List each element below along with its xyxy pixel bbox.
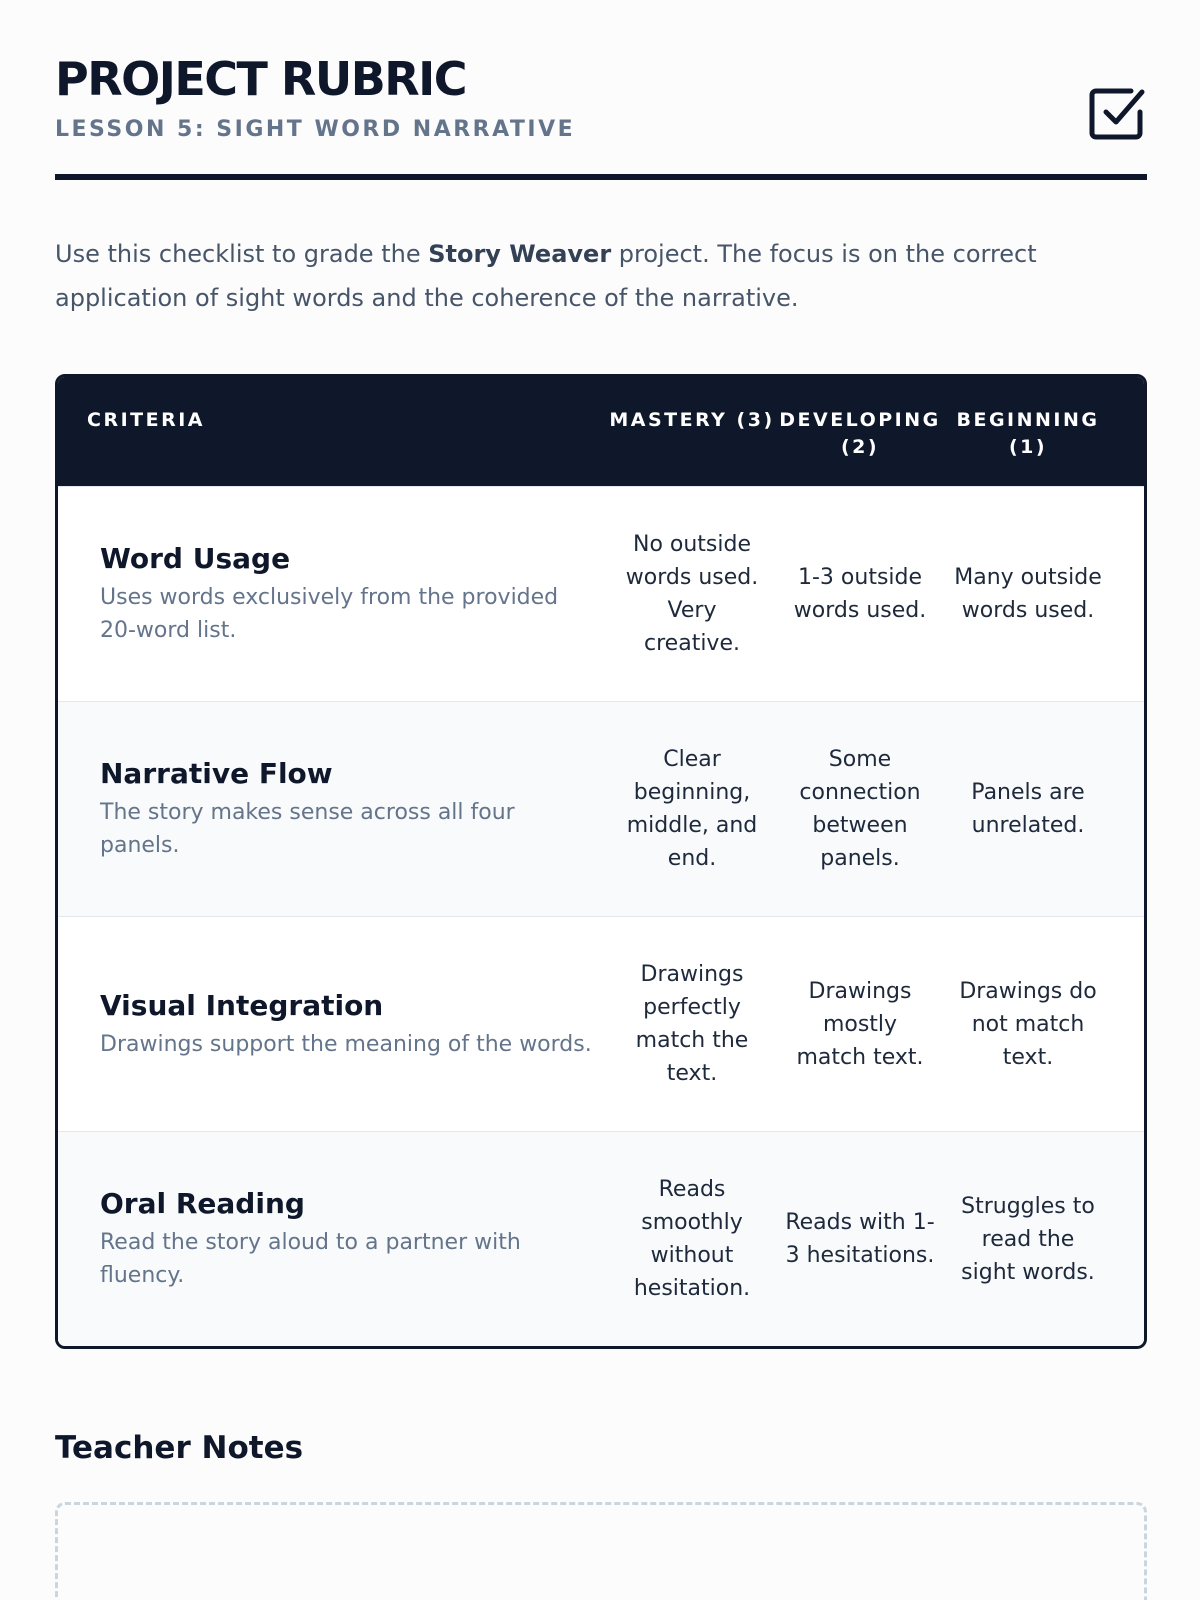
mastery-cell: Clear beginning, middle, and end. — [626, 747, 758, 871]
criterion-name: Visual Integration — [100, 988, 384, 1022]
rubric-row — [58, 1131, 1144, 1346]
checkbox-icon — [1087, 84, 1147, 144]
page-header — [55, 0, 1147, 180]
criterion-description: Uses words exclusively from the provided 20-word list. — [100, 585, 559, 643]
criterion — [100, 1132, 600, 1346]
criterion-description: The story makes sense across all four panels. — [100, 800, 515, 858]
rubric-table — [55, 374, 1147, 1349]
intro-text-end: project. The focus is on the correct application of sight words and the coherence of the narrative. — [55, 240, 1037, 312]
mastery-cell: Drawings perfectly match the text. — [635, 962, 749, 1086]
rubric-row — [58, 916, 1144, 1131]
criterion-name: Word Usage — [100, 542, 291, 575]
rubric-row — [58, 701, 1144, 916]
developing-cell: Reads with 1-3 hesitations. — [785, 1210, 935, 1268]
criterion-description: Drawings support the meaning of the words. — [100, 1031, 592, 1057]
intro-text — [55, 232, 1147, 320]
criterion-name: Oral Reading — [100, 1187, 305, 1220]
criterion — [100, 487, 600, 701]
developing-cell: 1-3 outside words used. — [793, 565, 927, 623]
rubric-row — [58, 486, 1144, 701]
criteria-column-header: CRITERIA — [87, 409, 205, 431]
rubric-page — [55, 0, 1147, 1466]
mastery-cell: Reads smoothly without hesitation. — [633, 1177, 751, 1301]
beginning-cell: Many outside words used. — [954, 565, 1102, 623]
criterion-description: Read the story aloud to a partner with fluency. — [100, 1230, 521, 1288]
beginning-cell: Drawings do not match text. — [959, 978, 1097, 1070]
mastery-cell: No outside words used. Very creative. — [625, 532, 759, 656]
developing-cell: Some connection between panels. — [799, 747, 921, 871]
beginning-cell: Struggles to read the sight words. — [961, 1193, 1095, 1285]
teacher-notes-area[interactable] — [55, 1502, 1147, 1600]
project-name: Story Weaver — [428, 240, 612, 268]
developing-cell: Drawings mostly match text. — [796, 978, 924, 1070]
criterion-name: Narrative Flow — [100, 757, 333, 790]
page-title: PROJECT RUBRIC — [55, 52, 467, 106]
beginning-cell: Panels are unrelated. — [971, 780, 1085, 838]
developing-column-header: DEVELOPING (2) — [779, 409, 941, 458]
teacher-notes-title: Teacher Notes — [55, 1430, 304, 1466]
criterion — [100, 702, 600, 916]
beginning-column-header: BEGINNING (1) — [956, 409, 1100, 458]
rubric-header-row — [58, 377, 1144, 486]
criterion — [100, 917, 600, 1131]
mastery-column-header: MASTERY (3) — [609, 409, 775, 431]
page-subtitle: LESSON 5: SIGHT WORD NARRATIVE — [55, 117, 576, 142]
intro-text-start: Use this checklist to grade the — [55, 240, 429, 268]
